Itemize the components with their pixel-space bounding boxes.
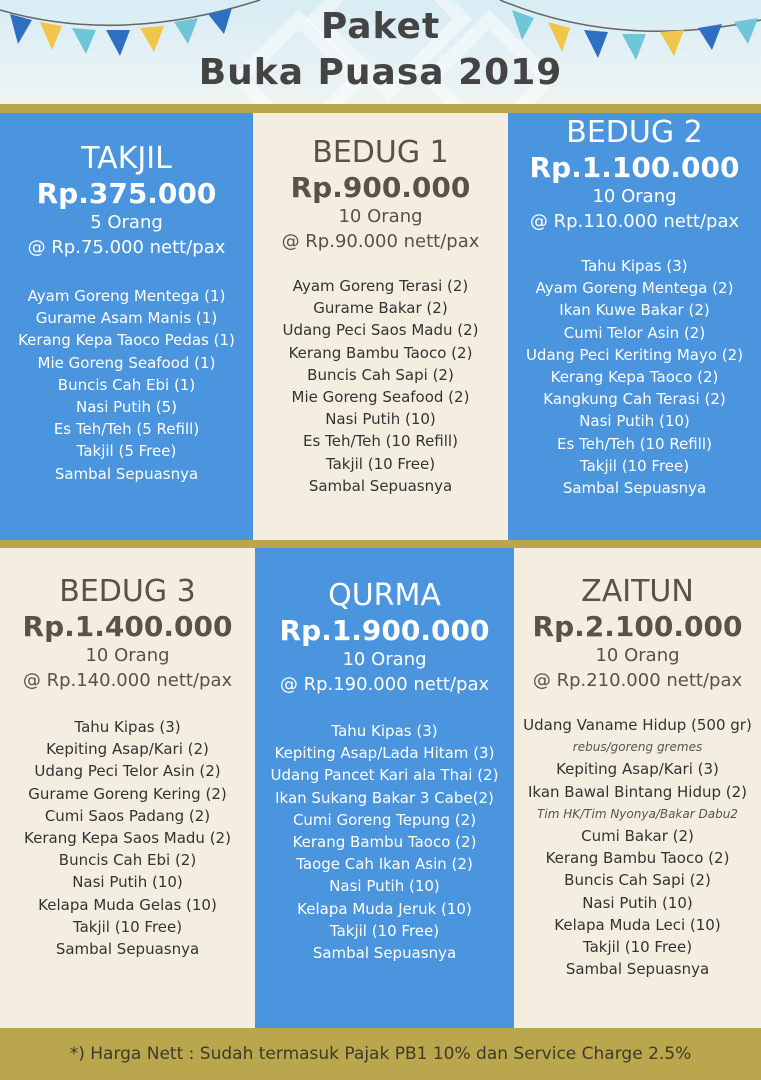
package-per-pax: @ Rp.140.000 nett/pax — [22, 670, 233, 691]
list-item: Nasi Putih (10) — [325, 410, 436, 429]
package-menu-list — [0, 285, 253, 485]
list-item: Gurame Bakar (2) — [313, 299, 448, 318]
list-item: Kerang Bambu Taoco (2) — [292, 833, 477, 852]
list-item: Kepiting Asap/Kari (2) — [46, 740, 209, 759]
package-per-pax: @ Rp.75.000 nett/pax — [27, 237, 226, 258]
package-name: TAKJIL — [81, 141, 172, 176]
list-item: Kelapa Muda Jeruk (10) — [297, 899, 472, 918]
package-takjil — [0, 113, 253, 540]
list-item: Cumi Bakar (2) — [581, 827, 694, 846]
list-item: Udang Peci Saos Madu (2) — [282, 321, 479, 340]
list-item: Kerang Bambu Taoco (2) — [545, 849, 730, 868]
package-name: QURMA — [328, 578, 441, 613]
package-persons: 10 Orang — [595, 645, 680, 666]
list-item: Udang Vaname Hidup (500 gr) — [523, 716, 752, 734]
list-item: Ikan Sukang Bakar 3 Cabe(2) — [275, 788, 494, 807]
list-item: Tahu Kipas (3) — [74, 718, 181, 736]
package-price: Rp.1.900.000 — [279, 614, 490, 647]
list-item: Ayam Goreng Mentega (1) — [27, 287, 226, 305]
package-bedug-2 — [508, 113, 761, 540]
package-name: ZAITUN — [581, 574, 694, 609]
package-persons: 10 Orang — [85, 645, 170, 666]
list-item: Mie Goreng Seafood (1) — [37, 353, 216, 372]
package-qurma — [255, 548, 514, 1028]
package-price: Rp.2.100.000 — [532, 610, 743, 643]
list-item: Ikan Bawal Bintang Hidup (2) — [527, 782, 748, 801]
list-item: Sambal Sepuasnya — [565, 960, 710, 979]
package-price: Rp.900.000 — [290, 171, 471, 204]
list-item: Nasi Putih (10) — [72, 873, 183, 892]
list-item: Sambal Sepuasnya — [562, 479, 707, 498]
package-menu-list — [514, 714, 761, 980]
package-price: Rp.375.000 — [36, 177, 217, 210]
footer-price-note: *) Harga Nett : Sudah termasuk Pajak PB1 10% dan Service Charge 2.5% — [0, 1028, 761, 1080]
list-item: Kerang Kepa Taoco (2) — [550, 368, 719, 387]
package-name: BEDUG 3 — [59, 574, 196, 609]
list-item: Udang Pancet Kari ala Thai (2) — [270, 766, 499, 785]
list-item: Buncis Cah Sapi (2) — [564, 871, 711, 890]
list-item: Cumi Telor Asin (2) — [563, 323, 706, 342]
list-item: Gurame Asam Manis (1) — [35, 309, 218, 328]
list-item: Udang Peci Keriting Mayo (2) — [525, 345, 744, 364]
package-persons: 10 Orang — [342, 649, 427, 670]
package-per-pax: @ Rp.210.000 nett/pax — [532, 670, 743, 691]
package-price: Rp.1.100.000 — [529, 151, 740, 184]
list-item: Kangkung Cah Terasi (2) — [543, 390, 726, 409]
package-persons: 5 Orang — [90, 212, 163, 233]
list-item: Udang Peci Telor Asin (2) — [34, 762, 221, 781]
top-gold-divider — [0, 104, 761, 113]
list-item: Cumi Saos Padang (2) — [44, 806, 211, 825]
list-item: Takjil (10 Free) — [325, 454, 436, 473]
list-item: Takjil (10 Free) — [329, 921, 440, 940]
list-item: Tahu Kipas (3) — [581, 257, 688, 275]
package-menu-list — [255, 720, 514, 964]
package-bedug-3 — [0, 548, 255, 1028]
list-item: Takjil (5 Free) — [76, 442, 177, 461]
list-item: Es Teh/Teh (5 Refill) — [53, 420, 200, 439]
middle-gold-divider — [0, 540, 761, 548]
list-item: Es Teh/Teh (10 Refill) — [557, 434, 712, 453]
package-per-pax: @ Rp.190.000 nett/pax — [279, 674, 490, 695]
page-title-line2: Buka Puasa 2019 — [198, 52, 563, 93]
list-item: Sambal Sepuasnya — [312, 944, 457, 963]
list-item: Kepiting Asap/Lada Hitam (3) — [274, 744, 495, 763]
list-item: Buncis Cah Ebi (2) — [58, 851, 197, 870]
package-menu-list — [0, 716, 255, 960]
package-menu-list — [508, 255, 761, 499]
header-banner — [0, 0, 761, 104]
list-item: Ikan Kuwe Bakar (2) — [559, 301, 710, 320]
package-menu-list — [253, 275, 508, 497]
list-item: Kerang Kepa Taoco Pedas (1) — [18, 331, 235, 350]
list-item: Takjil (10 Free) — [582, 938, 693, 957]
package-per-pax: @ Rp.110.000 nett/pax — [529, 211, 740, 232]
package-persons: 10 Orang — [592, 186, 677, 207]
list-item: Kerang Kepa Saos Madu (2) — [24, 829, 231, 848]
package-persons: 10 Orang — [338, 206, 423, 227]
package-name: BEDUG 1 — [312, 135, 449, 170]
list-item: Sambal Sepuasnya — [55, 940, 200, 959]
list-item: Kelapa Muda Gelas (10) — [38, 895, 217, 914]
list-item: Sambal Sepuasnya — [308, 476, 453, 495]
list-item: Tahu Kipas (3) — [331, 722, 438, 740]
list-item: Nasi Putih (10) — [579, 412, 690, 431]
list-item: Kerang Bambu Taoco (2) — [288, 343, 473, 362]
list-item: Buncis Cah Ebi (1) — [57, 375, 196, 394]
list-item: Takjil (10 Free) — [579, 456, 690, 475]
list-item-note: Tim HK/Tim Nyonya/Bakar Dabu2 — [537, 806, 738, 821]
list-item: Mie Goreng Seafood (2) — [291, 388, 470, 407]
list-item: Kelapa Muda Leci (10) — [554, 915, 721, 934]
page-title-line1: Paket — [320, 6, 441, 47]
list-item: Buncis Cah Sapi (2) — [307, 365, 454, 384]
package-per-pax: @ Rp.90.000 nett/pax — [281, 231, 480, 252]
package-bedug-1 — [253, 113, 508, 540]
list-item: Nasi Putih (10) — [329, 877, 440, 896]
list-item: Ayam Goreng Terasi (2) — [292, 277, 469, 295]
list-item: Es Teh/Teh (10 Refill) — [303, 432, 458, 451]
list-item: Nasi Putih (10) — [582, 893, 693, 912]
list-item: Takjil (10 Free) — [72, 917, 183, 936]
list-item: Kepiting Asap/Kari (3) — [556, 760, 719, 779]
list-item: Gurame Goreng Kering (2) — [28, 784, 227, 803]
list-item: Taoge Cah Ikan Asin (2) — [296, 855, 473, 874]
list-item: Nasi Putih (5) — [75, 398, 178, 417]
list-item-note: rebus/goreng gremes — [572, 740, 703, 755]
package-name: BEDUG 2 — [566, 115, 703, 150]
package-price: Rp.1.400.000 — [22, 610, 233, 643]
package-zaitun — [514, 548, 761, 1028]
list-item: Cumi Goreng Tepung (2) — [292, 810, 477, 829]
list-item: Sambal Sepuasnya — [54, 464, 199, 483]
list-item: Ayam Goreng Mentega (2) — [535, 279, 734, 298]
